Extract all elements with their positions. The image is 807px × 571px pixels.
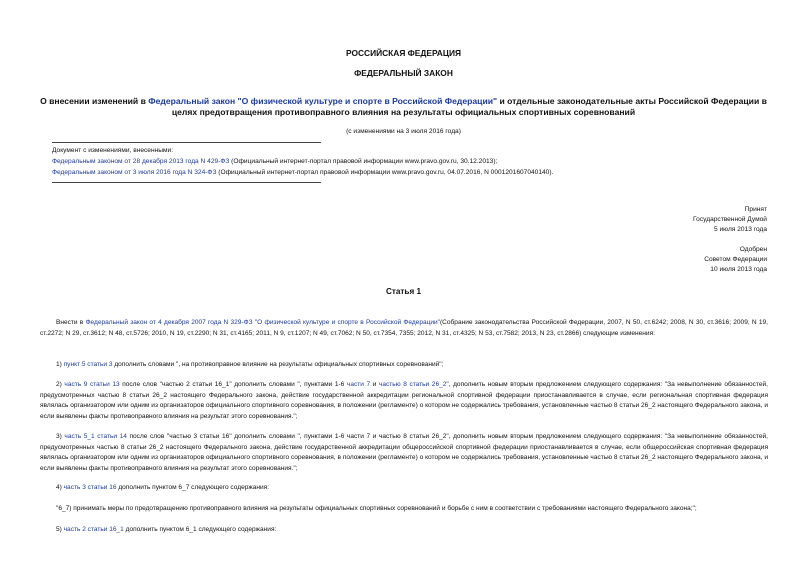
approved-body: Советом Федерации xyxy=(704,256,767,264)
article-intro xyxy=(40,318,768,339)
paragraph-text: 2) xyxy=(56,381,65,388)
item-4 xyxy=(40,483,768,494)
paragraph-text: (Собрание законодательства Российской Федерации, 2007, N 50, ст.6242; 2008, N 30, ст.3616; 2009, N 19, ст.2272; N 29, ст.3612; N 48, ст.5726; 2010, N 19, ст.2290; N 31, ст.4165; 2011, N 9, ст.1207; N 49, ст.7062; N 50, ст.7354, 7355; 2012, N 31, ст.4325; N 53, ст.7582; 2013, N 23, ст.2866) следующие изменения: xyxy=(40,319,768,337)
paragraph-text: 1) xyxy=(56,361,64,368)
amendment-link[interactable]: Федеральным законом от 3 июля 2016 года N 324-ФЗ xyxy=(52,168,217,176)
law-title xyxy=(40,96,767,118)
divider-top xyxy=(52,142,321,143)
accepted-body: Государственной Думой xyxy=(693,216,767,224)
item-4-quote xyxy=(40,504,768,515)
edition-note: (с изменениями на 3 июля 2016 года) xyxy=(346,128,461,135)
paragraph-text: ", дополнить новым вторым предложением следующего содержания: "За невыполнение обязанностей, предусмотренных частью 8 статьи 26_2 настоящего Федерального закона, действие государственной аккредитации региональной спортивной федерации приостанавливается в случае, если региональная спортивная федерация являлась организатором или одним из организаторов официального спортивного соревнования, в положении (регламенте) о котором не содержались требования, установленные частью 8 статьи 26_2 настоящего Федерального закона, и если выявлены факты противоправного влияния на результат этого соревнования."; xyxy=(40,381,768,420)
title-text-end: и отдельные законодательные акты Российской Федерации в целях предотвращения противоправного влияния на результаты официальных спортивных соревнований xyxy=(171,96,767,117)
title-text-start: О внесении изменений в xyxy=(40,96,149,106)
law-reference-link[interactable]: часть 2 статьи 16_1 xyxy=(63,526,124,533)
law-reference-link[interactable]: пункт 5 статьи 3 xyxy=(63,361,113,368)
approved-label: Одобрен xyxy=(739,246,767,253)
paragraph-text: дополнить пунктом 6_7 следующего содержания: xyxy=(116,484,270,491)
approved-block xyxy=(704,245,767,276)
amendments-block xyxy=(52,146,792,178)
approved-date: 10 июля 2013 года xyxy=(710,266,767,274)
amendment-source: (Официальный интернет-портал правовой информации www.pravo.gov.ru, 30.12.2013); xyxy=(229,157,498,165)
accepted-block xyxy=(693,205,767,236)
item-3 xyxy=(40,432,768,474)
law-reference-link[interactable]: частью 8 статьи 26_2 xyxy=(378,381,447,388)
paragraph-text: после слов "частью 2 статьи 16_1" дополнить словами ", пунктами 1-6 xyxy=(119,381,347,388)
amendment-source: (Официальный интернет-портал правовой информации www.pravo.gov.ru, 04.07.2016, N 0001201607040140). xyxy=(216,168,554,176)
law-reference-link[interactable]: части 7 xyxy=(346,381,371,388)
divider-bottom xyxy=(52,182,321,183)
law-reference-link[interactable]: часть 3 статьи 16 xyxy=(63,484,117,491)
federation-heading: РОССИЙСКАЯ ФЕДЕРАЦИЯ xyxy=(345,48,462,58)
amendment-item xyxy=(52,168,792,179)
paragraph-text: Внести в xyxy=(56,319,86,326)
law-reference-link[interactable]: часть 9 статьи 13 xyxy=(64,381,120,388)
amendments-heading: Документ с изменениями, внесенными: xyxy=(52,147,174,154)
accepted-date: 5 июля 2013 года xyxy=(713,226,767,234)
paragraph-text: и xyxy=(370,381,379,388)
law-reference-link[interactable]: часть 5_1 статьи 14 xyxy=(64,433,127,440)
paragraph-text: дополнить словами ", на противоправное влияние на результаты официальных спортивных соревнований"; xyxy=(112,361,444,368)
item-5 xyxy=(40,525,768,536)
law-reference-link[interactable]: Федеральный закон от 4 декабря 2007 года N 329-ФЗ "О физической культуре и спорте в Российской Федерации" xyxy=(85,319,440,326)
law-type-heading: ФЕДЕРАЛЬНЫЙ ЗАКОН xyxy=(354,68,453,78)
paragraph-text: дополнить пунктом 6_1 следующего содержания: xyxy=(123,526,277,533)
title-law-link[interactable]: Федеральный закон "О физической культуре и спорте в Российской Федерации" xyxy=(148,96,498,106)
amendment-item xyxy=(52,157,792,168)
paragraph-text: "6_7) принимать меры по предотвращению противоправного влияния на результаты официальных спортивных соревнований и борьбе с ним в соответствии с требованиями настоящего Федерального закона;"; xyxy=(56,505,697,512)
item-2 xyxy=(40,380,768,422)
accepted-label: Принят xyxy=(744,206,767,213)
amendment-link[interactable]: Федеральным законом от 28 декабря 2013 года N 429-ФЗ xyxy=(52,157,230,165)
paragraph-text: после слов "частью 3 статьи 16" дополнить словами ", пунктами 1-6 части 7 и частью 8 статьи 26_2", дополнить новым вторым предложением следующего содержания: "За невыполнение обязанностей, предусмотренных частью 8 статьи 26_2 настоящего Федерального закона, действие государственной аккредитации общероссийской спортивной федерации приостанавливается в случае, если общероссийская спортивная федерация являлась организатором или одним из организаторов официального спортивного соревнования, в положении (регламенте) о котором не содержались требования, установленные частью 8 статьи 26_2 настоящего Федерального закона, и если выявлены факты противоправного влияния на результат этого соревнования."; xyxy=(40,433,768,472)
paragraph-text: 5) xyxy=(56,526,64,533)
article-heading: Статья 1 xyxy=(385,287,422,296)
paragraph-text: 4) xyxy=(56,484,64,491)
paragraph-text: 3) xyxy=(56,433,65,440)
item-1 xyxy=(40,360,768,371)
